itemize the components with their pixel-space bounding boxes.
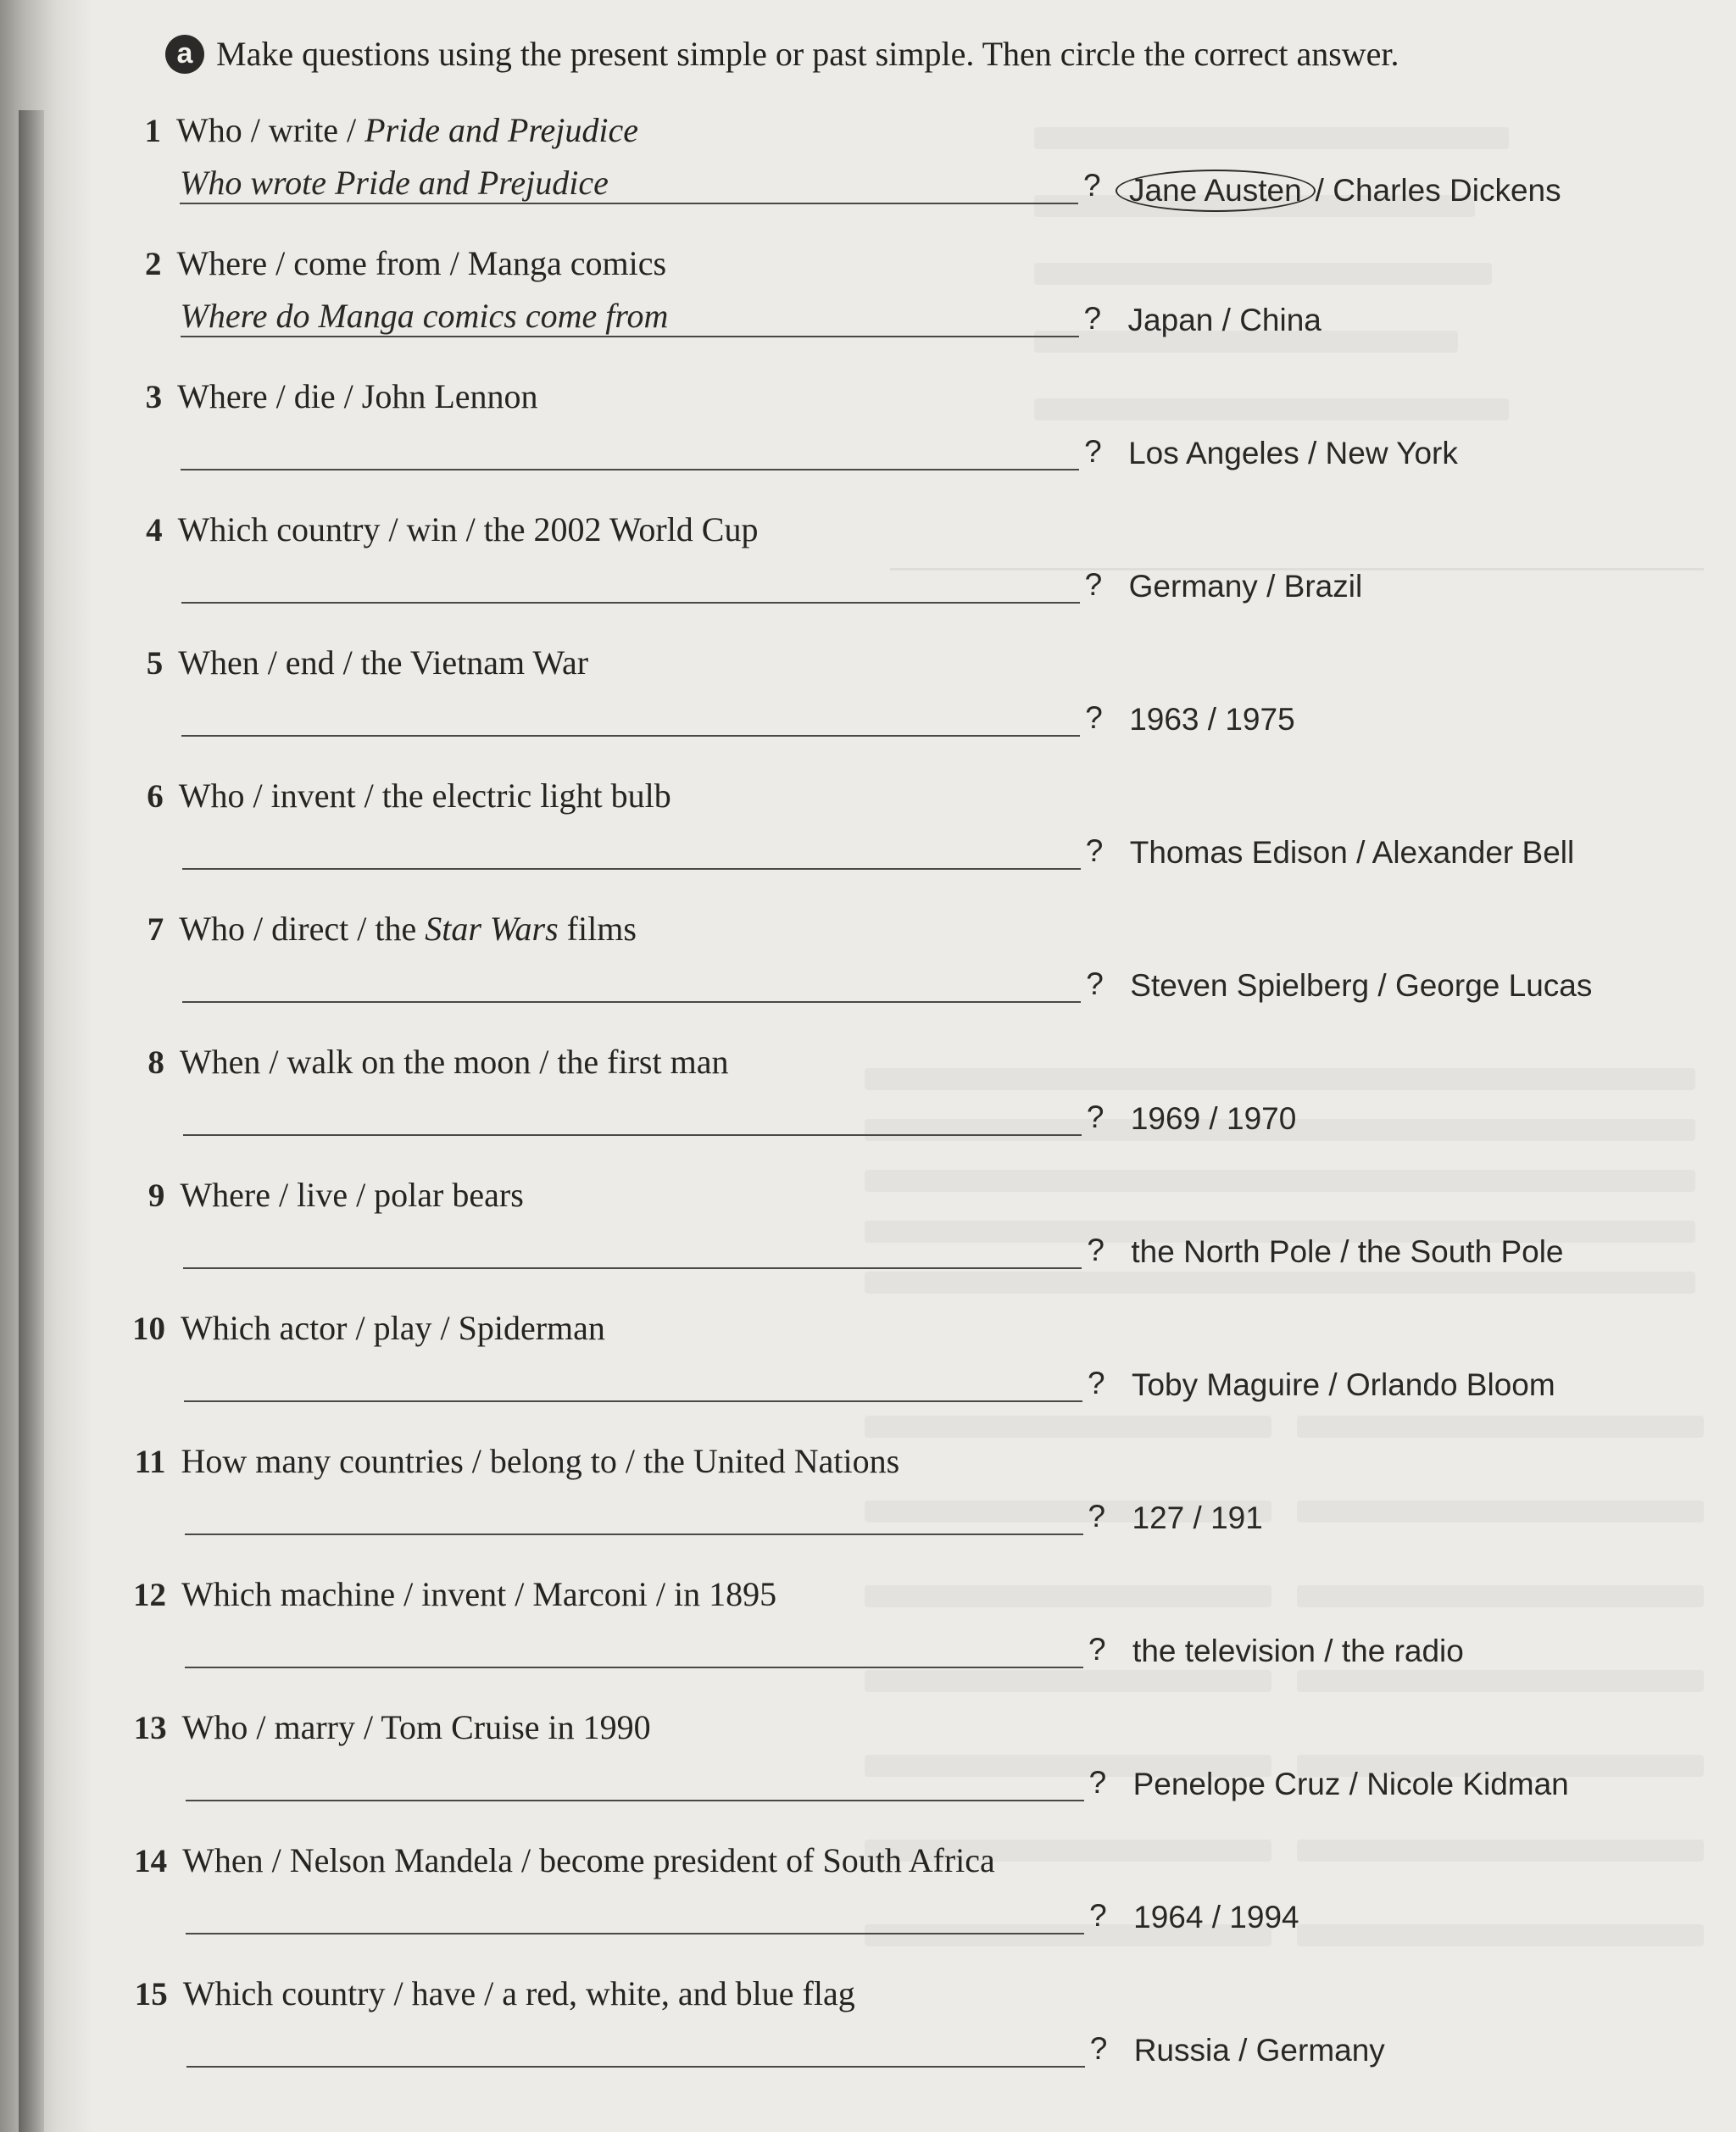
option-separator: / [1316,1634,1342,1668]
option-a[interactable]: Jane Austen [1116,170,1316,212]
answer-options [1132,1367,1555,1403]
answer-line [183,1134,1082,1136]
option-b[interactable]: Orlando Bloom [1345,1367,1555,1402]
option-b[interactable]: 1970 [1227,1101,1297,1136]
question-prompt [182,1707,651,1747]
answer-options [1129,569,1363,604]
question-number: 11 [134,1444,166,1480]
option-b[interactable]: George Lucas [1394,968,1593,1003]
question-prompt [178,643,588,682]
question-prompt [178,509,759,549]
answer-line [181,469,1079,470]
answer-options [1131,1101,1296,1137]
prompt-text: How many countries / belong to / the United Nations [181,1442,900,1480]
option-b[interactable]: Charles Dickens [1333,173,1561,208]
question-mark: ? [1089,2031,1108,2066]
question-mark: ? [1088,1765,1107,1800]
answer-line [185,1534,1083,1535]
answer-line [181,336,1079,337]
option-separator: / [1257,569,1284,604]
question-mark: ? [1085,700,1103,735]
answer-line [185,1667,1083,1668]
answer-line [186,1933,1084,1934]
option-b[interactable]: 1994 [1229,1900,1299,1934]
prompt-text: Where / come from / Manga comics [176,244,667,282]
option-separator: / [1229,2033,1256,2068]
question-prompt [182,1840,995,1880]
question-item [0,509,1736,643]
question-item [0,1840,1736,1973]
prompt-text: Which actor / play / Spiderman [180,1309,605,1347]
option-separator: / [1213,303,1240,337]
question-item [0,1574,1736,1707]
option-separator: / [1184,1500,1211,1535]
question-number: 9 [147,1177,165,1214]
question-item [0,1441,1736,1574]
question-mark: ? [1084,567,1103,602]
question-mark: ? [1083,301,1102,336]
option-a[interactable]: the North Pole [1131,1234,1332,1269]
answer-line [181,735,1080,737]
prompt-text: Who / marry / Tom Cruise in 1990 [181,1708,651,1746]
question-mark: ? [1089,1898,1107,1933]
option-b[interactable]: Brazil [1283,569,1363,604]
question-mark: ? [1084,434,1102,469]
question-number: 4 [146,512,163,548]
prompt-text: When / end / the Vietnam War [178,643,589,682]
instruction-text: Make questions using the present simple or past simple. Then circle the correct answer. [216,35,1399,73]
answer-line [186,2066,1085,2068]
option-b[interactable]: New York [1325,436,1458,470]
question-item [0,909,1736,1042]
prompt-text: Which country / win / the 2002 World Cup [177,510,759,548]
prompt-text: When / walk on the moon / the first man [179,1043,729,1081]
option-a[interactable]: Penelope Cruz [1132,1767,1341,1801]
option-a[interactable]: the television [1132,1634,1316,1668]
option-separator: / [1320,1367,1346,1402]
question-number: 6 [147,778,164,815]
answer-options [1134,2033,1385,2068]
question-prompt [180,1175,523,1215]
option-separator: / [1200,1101,1227,1136]
prompt-text: Who / direct / the [179,910,426,948]
answer-options [1133,1900,1299,1935]
question-mark: ? [1088,1632,1106,1667]
option-a[interactable]: Steven Spielberg [1130,968,1370,1003]
question-item [0,1308,1736,1441]
answer-line [183,1267,1082,1269]
question-item [0,376,1736,509]
answer-options [1131,1234,1563,1270]
answer-field[interactable]: Where do Manga comics come from [180,297,669,335]
option-a[interactable]: Toby Maguire [1131,1367,1321,1402]
answer-line [181,602,1080,604]
option-a[interactable]: Japan [1127,303,1214,337]
option-separator: / [1369,968,1395,1003]
prompt-text: Where / die / John Lennon [177,377,538,415]
question-number: 3 [145,379,163,415]
question-item [0,776,1736,909]
question-prompt [179,909,637,949]
answer-line [182,868,1081,870]
question-item [0,1973,1736,2107]
answer-options [1128,303,1321,338]
answer-line [184,1400,1082,1402]
question-prompt [181,1574,776,1614]
question-item [0,243,1736,376]
option-separator: / [1315,173,1333,208]
question-prompt [177,376,537,416]
answer-options [1133,1767,1569,1802]
question-mark: ? [1085,833,1104,868]
option-a[interactable]: Germany [1128,569,1258,604]
exercise-instruction [165,34,1399,74]
question-number: 13 [133,1710,167,1746]
prompt-text: Who / invent / the electric light bulb [178,777,671,815]
option-a[interactable]: 127 [1132,1500,1185,1535]
option-b[interactable]: the radio [1341,1634,1464,1668]
option-separator: / [1331,1234,1358,1269]
answer-field[interactable]: Who wrote Pride and Prejudice [180,164,609,202]
question-number: 2 [145,246,162,282]
prompt-title-italic: Star Wars [425,910,559,948]
answer-options [1132,1634,1464,1669]
question-mark: ? [1086,966,1104,1001]
option-a[interactable]: Thomas Edison [1129,835,1348,870]
question-number: 10 [131,1311,165,1347]
answer-line [180,203,1078,204]
question-item [0,110,1736,243]
question-prompt [177,243,667,283]
question-number: 1 [144,113,161,149]
prompt-text: Which country / have / a red, white, and blue flag [182,1974,855,2012]
question-item [0,1175,1736,1308]
answer-options [1132,1500,1263,1536]
answer-options [1129,702,1294,738]
question-prompt [183,1973,855,2013]
prompt-text: When / Nelson Mandela / become president of South Africa [182,1841,995,1879]
prompt-title-italic: Pride and Prejudice [364,111,639,149]
question-number: 14 [134,1843,168,1879]
question-prompt [181,1308,605,1348]
answer-options [1130,835,1574,871]
answer-line [186,1800,1084,1801]
option-separator: / [1199,702,1226,737]
question-prompt [181,1441,900,1481]
prompt-text-after: films [558,910,637,948]
question-number: 15 [134,1976,168,2012]
option-separator: / [1299,436,1326,470]
answer-options [1130,968,1592,1004]
option-a[interactable]: 1969 [1130,1101,1201,1136]
question-prompt [176,110,638,150]
prompt-text: Who / write / [176,111,365,149]
question-mark: ? [1086,1099,1104,1134]
question-mark: ? [1087,1233,1104,1267]
option-a[interactable]: Los Angeles [1128,436,1299,470]
option-b[interactable]: the South Pole [1357,1234,1564,1269]
question-mark: ? [1088,1499,1106,1534]
question-number: 5 [146,645,164,682]
option-b[interactable]: Alexander Bell [1372,835,1575,870]
answer-line [182,1001,1081,1003]
question-mark: ? [1087,1366,1105,1400]
question-number: 7 [147,911,164,948]
answer-options [1128,436,1458,471]
option-a[interactable]: Russia [1133,2033,1230,2068]
answer-options [1127,170,1561,212]
option-separator: / [1203,1900,1230,1934]
question-item [0,643,1736,776]
option-b[interactable]: Nicole Kidman [1366,1767,1569,1801]
option-b[interactable]: Germany [1255,2033,1385,2068]
question-number: 12 [133,1577,167,1613]
prompt-text: Which machine / invent / Marconi / in 1895 [181,1575,777,1613]
question-prompt [179,776,671,816]
option-a[interactable]: 1964 [1133,1900,1204,1934]
prompt-text: Where / live / polar bears [180,1176,524,1214]
option-separator: / [1340,1767,1367,1801]
question-item [0,1042,1736,1175]
exercise-badge: a [165,35,204,74]
option-b[interactable]: 191 [1210,1500,1263,1535]
question-prompt [180,1042,729,1082]
option-a[interactable]: 1963 [1129,702,1199,737]
question-number: 8 [147,1044,164,1081]
option-b[interactable]: China [1239,303,1321,337]
question-item [0,1707,1736,1840]
question-mark: ? [1083,168,1101,203]
option-b[interactable]: 1975 [1225,702,1295,737]
option-separator: / [1347,835,1372,870]
